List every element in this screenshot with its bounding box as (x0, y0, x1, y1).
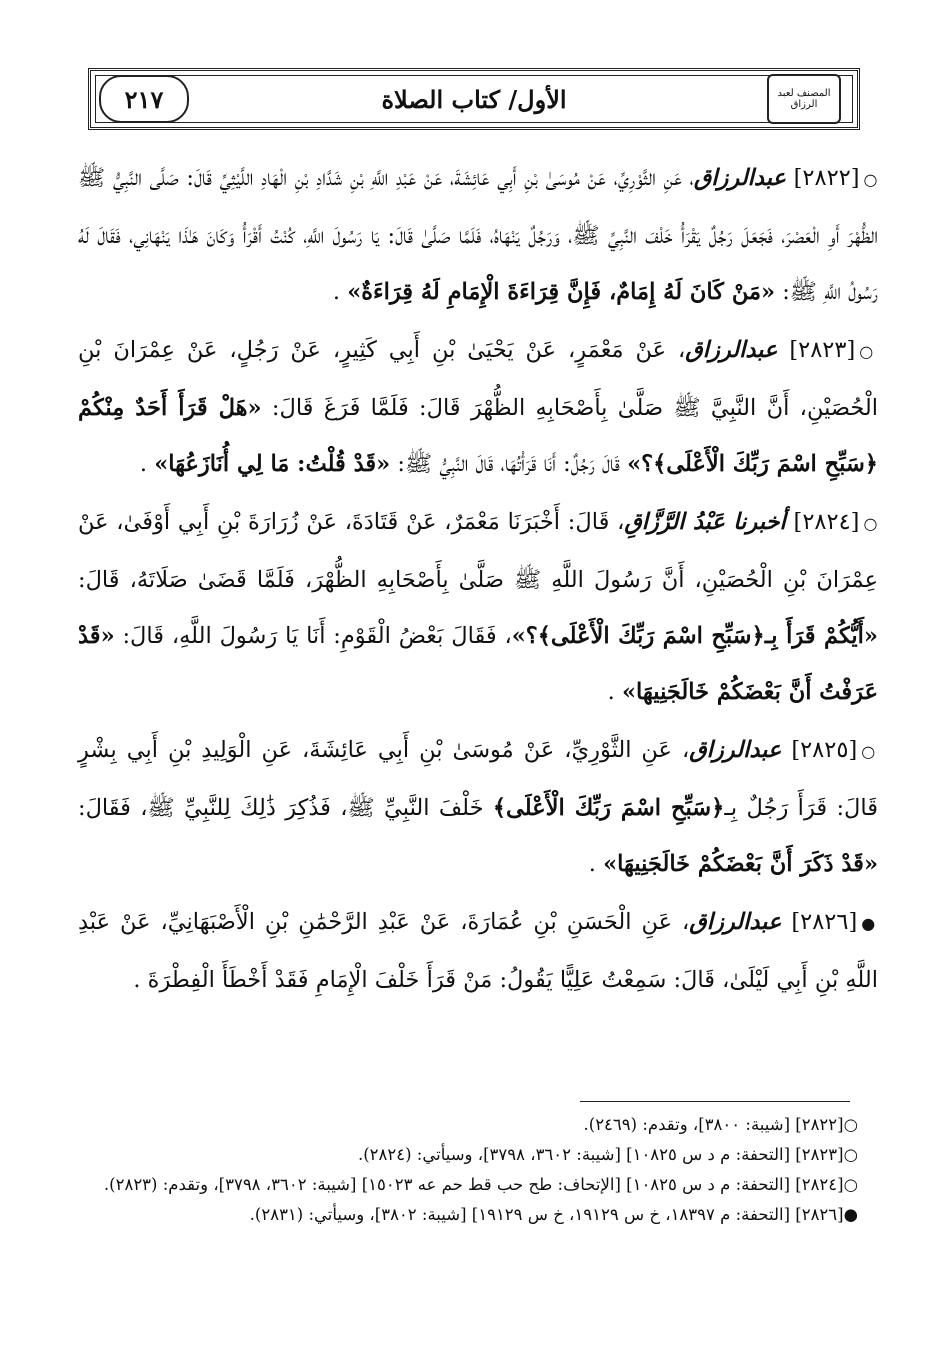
footnote-marker: ○ (843, 1145, 858, 1164)
hadith-body (78, 150, 878, 1010)
hadith-text-2: ، فَقَالَ بَعْضُ الْقَوْمِ: أَنَا يَا رَسُولَ اللَّهِ، قَالَ: (114, 623, 512, 649)
hadith-text: ، عَنِ الْحَسَنِ بْنِ عُمَارَةَ، عَنْ عَبْدِ الرَّحْمَٰنِ بْنِ الْأَصْبَهَانِيِّ، عَنْ عَبْدِ اللَّهِ بْنِ أَبِي لَيْلَىٰ، قَالَ: سَمِعْتُ عَلِيًّا يَقُولُ: مَنْ قَرَأَ خَلْفَ الْإِمَامِ فَقَدْ أَخْطَأَ الْفِطْرَةَ (78, 909, 878, 993)
hadith-2823 (78, 322, 878, 492)
hadith-marker: ○ (861, 742, 878, 761)
footnotes (88, 1110, 858, 1230)
footnote-marker: ○ (843, 1115, 858, 1134)
hadith-narrator: أخبرنا عَبْدُ الرَّزَّاقِ (624, 509, 786, 535)
hadith-narrator: عبدالرزاق (693, 165, 786, 191)
footnote-divider (580, 1101, 850, 1102)
hadith-text: ، عَنِ الثَّوْرِيِّ، عَنْ مُوسَىٰ بْنِ أَبِي عَائِشَةَ، عَنِ الْوَلِيدِ بْنِ أَبِي بِشْرٍ قَالَ: قَرَأَ رَجُلٌ بِـ (78, 737, 878, 821)
footnote-text: [٢٨٢٦] [التحفة: م ١٨٣٩٧، خ س ١٩١٢٩، خ س ١٩١٢٩] [شيبة: ٣٨٠٢]، وسيأتي: (٢٨٣١). (249, 1205, 844, 1224)
hadith-text: ، عَنْ مَعْمَرٍ، عَنْ يَحْيَىٰ بْنِ أَبِي كَثِيرٍ، عَنْ رَجُلٍ، عَنْ عِمْرَانَ بْنِ الْحُصَيْنِ، أَنَّ النَّبِيَّ ﷺ صَلَّىٰ بِأَصْحَابِهِ الظُّهْرَ قَالَ: فَلَمَّا فَرَغَ قَالَ: (78, 337, 878, 421)
seal-ornament (759, 79, 849, 119)
hadith-quote: «أَيُّكُمْ قَرَأَ بِـ﴿سَبِّحِ اسْمَ رَبِّكَ الْأَعْلَى﴾؟» (511, 623, 878, 649)
hadith-quote: «هَلْ قَرَأَ أَحَدٌ مِنْكُمْ ﴿سَبِّحِ اسْمَ رَبِّكَ الْأَعْلَى﴾؟» (78, 395, 878, 477)
hadith-narrator: عبدالرزاق (689, 737, 782, 763)
page-number: ٢١٧ (99, 75, 189, 123)
hadith-narrator: عبدالرزاق (685, 337, 778, 363)
hadith-tail: . (332, 279, 341, 305)
book-seal-logo: المصنف لعبد الرزاق (767, 74, 841, 124)
hadith-quote-2: «قَدْ ذَكَرَ أَنَّ بَعْضَكُمْ خَالَجَنِيهَا» (603, 851, 878, 877)
page-title: الأول/ كتاب الصلاة (381, 84, 567, 114)
hadith-quote: «مَنْ كَانَ لَهُ إِمَامٌ، فَإِنَّ قِرَاءَةَ الْإِمَامِ لَهُ قِرَاءَةٌ» (347, 279, 776, 305)
hadith-marker: ● (861, 914, 878, 933)
footnote-marker: ○ (843, 1175, 858, 1194)
hadith-number: [٢٨٢٤] (793, 509, 860, 535)
hadith-text: ، قَالَ: أَخْبَرَنَا مَعْمَرٌ، عَنْ قَتَادَةَ، عَنْ زُرَارَةَ بْنِ أَبِي أَوْفَىٰ، عَنْ عِمْرَانَ بْنِ الْحُصَيْنِ، أَنَّ رَسُولَ اللَّهِ ﷺ صَلَّىٰ بِأَصْحَابِهِ الظُّهْرَ، فَلَمَّا قَضَىٰ صَلَاتَهُ، قَالَ: (78, 509, 878, 593)
hadith-text-2: خَلْفَ النَّبِيِّ ﷺ، فَذُكِرَ ذَٰلِكَ لِلنَّبِيِّ ﷺ، فَقَالَ: (78, 795, 493, 821)
hadith-quote: ﴿سَبِّحِ اسْمَ رَبِّكَ الْأَعْلَى﴾ (492, 795, 725, 821)
page-header (88, 68, 860, 130)
hadith-2826 (78, 894, 878, 1008)
hadith-tail: . (607, 679, 615, 705)
hadith-2825 (78, 722, 878, 892)
hadith-tail: . (139, 451, 148, 477)
page-number-ornament (99, 79, 189, 119)
hadith-number: [٢٨٢٥] (791, 737, 858, 763)
footnote-item (88, 1110, 858, 1140)
footnote-item (88, 1170, 858, 1200)
hadith-2822 (78, 150, 878, 320)
hadith-marker: ○ (859, 342, 878, 361)
hadith-tail: . (133, 967, 141, 993)
footnote-text: [٢٨٢٤] [التحفة: م د س ١٠٨٢٥] [الإتحاف: طح حب قط حم عه ١٥٠٢٣] [شيبة: ٣٦٠٢، ٣٧٩٨]، وتقدم: (٢٨٢٣). (103, 1175, 844, 1194)
hadith-text-2: قَالَ رَجُلٌ: أَنَا قَرَأْتُهَا، قَالَ النَّبِيُّ ﷺ: (390, 451, 628, 477)
footnote-item (88, 1140, 858, 1170)
hadith-narrator: عبدالرزاق (689, 909, 782, 935)
hadith-quote-2: «قَدْ عَرَفْتُ أَنَّ بَعْضَكُمْ خَالَجَنِيهَا» (78, 623, 878, 705)
hadith-tail: . (588, 851, 596, 877)
hadith-number: [٢٨٢٣] (789, 337, 856, 363)
hadith-text: ، عَنِ الثَّوْرِيِّ، عَنْ مُوسَىٰ بْنِ أَبِي عَائِشَةَ، عَنْ عَبْدِ اللَّهِ بْنِ شَدَّادِ بْنِ الْهَادِ اللَّيْثِيِّ قَالَ: صَلَّى النَّبِيُّ ﷺ الظُّهْرَ أَوِ الْعَصْرَ، فَجَعَلَ رَجُلٌ يَقْرَأُ خَلْفَ النَّبِيِّ ﷺ، وَرَجُلٌ يَنْهَاهُ، فَلَمَّا صَلَّىٰ قَالَ: يَا رَسُولَ اللَّهِ، كُنْتُ أَقْرَأُ وَكَانَ هَـٰذَا يَنْهَانِي، فَقَالَ لَهُ رَسُولُ اللَّهِ ﷺ: (78, 165, 878, 305)
hadith-marker: ○ (863, 514, 879, 533)
hadith-2824 (78, 494, 878, 720)
hadith-marker: ○ (863, 170, 879, 189)
hadith-number: [٢٨٢٦] (791, 909, 858, 935)
hadith-number: [٢٨٢٢] (793, 165, 860, 191)
footnote-marker: ● (843, 1205, 858, 1224)
footnote-item (88, 1200, 858, 1230)
footnote-text: [٢٨٢٣] [التحفة: م د س ١٠٨٢٥] [شيبة: ٣٦٠٢، ٣٧٩٨]، وسيأتي: (٢٨٢٤). (357, 1145, 844, 1164)
footnote-text: [٢٨٢٢] [شيبة: ٣٨٠٠]، وتقدم: (٢٤٦٩). (583, 1115, 844, 1134)
hadith-quote-2: «قَدْ قُلْتُ: مَا لِي أُنَازَعُهَا» (154, 451, 391, 477)
